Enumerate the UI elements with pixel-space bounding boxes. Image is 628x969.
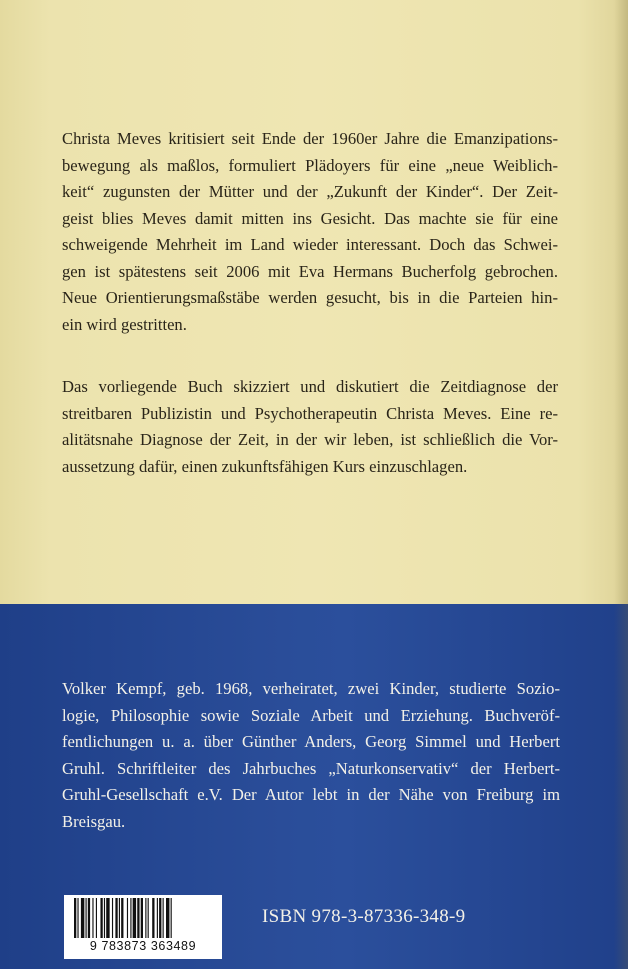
barcode-bar <box>92 898 93 938</box>
barcode-bar <box>171 898 172 938</box>
blurb-line: Neue Orientierungsmaßstäbe werden gesucht, bis in die Parteien hin- <box>62 288 558 307</box>
barcode-bar <box>127 898 128 938</box>
barcode-digits: 9 783873 363489 <box>89 939 197 953</box>
blurb-line: keit“ zugunsten der Mütter und der „Zukunft der Kinder“. Der Zeit- <box>62 182 558 201</box>
blurb-line: Das vorliegende Buch skizziert und diskutiert die Zeitdiagnose der <box>62 377 558 396</box>
blurb-paragraph-1 <box>62 126 558 338</box>
barcode-bar <box>104 898 105 938</box>
barcode-bar <box>106 898 109 938</box>
blurb-line: geist blies Meves damit mitten ins Gesicht. Das machte sie für eine <box>62 208 558 228</box>
author-bio-line: fentlichungen u. a. über Günther Anders, Georg Simmel und Herbert <box>62 732 560 751</box>
barcode-bar <box>163 898 164 938</box>
barcode-bar <box>141 898 143 938</box>
barcode-bar <box>115 898 117 938</box>
barcode-bar <box>100 898 102 938</box>
barcode-bar <box>152 898 154 938</box>
blurb-line: Christa Meves kritisiert seit Ende der 1960er Jahre die Emanzipations- <box>62 129 558 148</box>
blurb-paragraph-2 <box>62 374 558 480</box>
barcode-bar <box>121 898 123 938</box>
blurb-line: ein wird gestritten. <box>62 314 187 334</box>
barcode-bar <box>157 898 158 938</box>
barcode-bar <box>74 898 76 938</box>
blurb-line: schweigende Mehrheit im Land wieder interessant. Doch das Schwei- <box>62 235 558 254</box>
barcode-bar <box>88 898 90 938</box>
barcode-bar <box>130 898 131 938</box>
barcode-bar <box>77 898 78 938</box>
barcode-bar <box>133 898 136 938</box>
barcode <box>64 895 222 959</box>
barcode-bar <box>119 898 120 938</box>
author-bio-line: Gruhl. Schriftleiter des Jahrbuches „Naturkonservativ“ der Herbert- <box>62 758 560 778</box>
barcode-bar <box>145 898 146 938</box>
author-bio-line: logie, Philosophie sowie Soziale Arbeit und Erziehung. Buchveröf- <box>62 705 560 725</box>
isbn-number: ISBN 978-3-87336-348-9 <box>262 906 466 927</box>
author-bio-line: Gruhl-Gesellschaft e.V. Der Autor lebt in der Nähe von Freiburg im <box>62 785 560 804</box>
barcode-bar <box>159 898 161 938</box>
barcode-bar <box>86 898 87 938</box>
blurb-line: aussetzung dafür, einen zukunftsfähigen Kurs einzuschlagen. <box>62 456 468 476</box>
barcode-bar <box>166 898 169 938</box>
blurb-line: alitätsnahe Diagnose der Zeit, in der wir leben, ist schließlich die Vor- <box>62 430 558 449</box>
barcode-bar <box>81 898 84 938</box>
barcode-bar <box>96 898 97 938</box>
barcode-bar <box>148 898 149 938</box>
barcode-bar <box>137 898 139 938</box>
blurb-line: streitbaren Publizistin und Psychotherapeutin Christa Meves. Eine re- <box>62 403 558 423</box>
author-bio-line: Volker Kempf, geb. 1968, verheiratet, zwei Kinder, studierte Sozio- <box>62 679 560 698</box>
barcode-bars <box>66 898 220 940</box>
blurb-line: bewegung als maßlos, formuliert Plädoyers für eine „neue Weiblich- <box>62 155 558 175</box>
blurb-line: gen ist spätestens seit 2006 mit Eva Hermans Bucherfolg gebrochen. <box>62 261 558 281</box>
author-bio-line: Breisgau. <box>62 811 126 831</box>
barcode-bar <box>112 898 113 938</box>
author-bio <box>62 676 560 835</box>
